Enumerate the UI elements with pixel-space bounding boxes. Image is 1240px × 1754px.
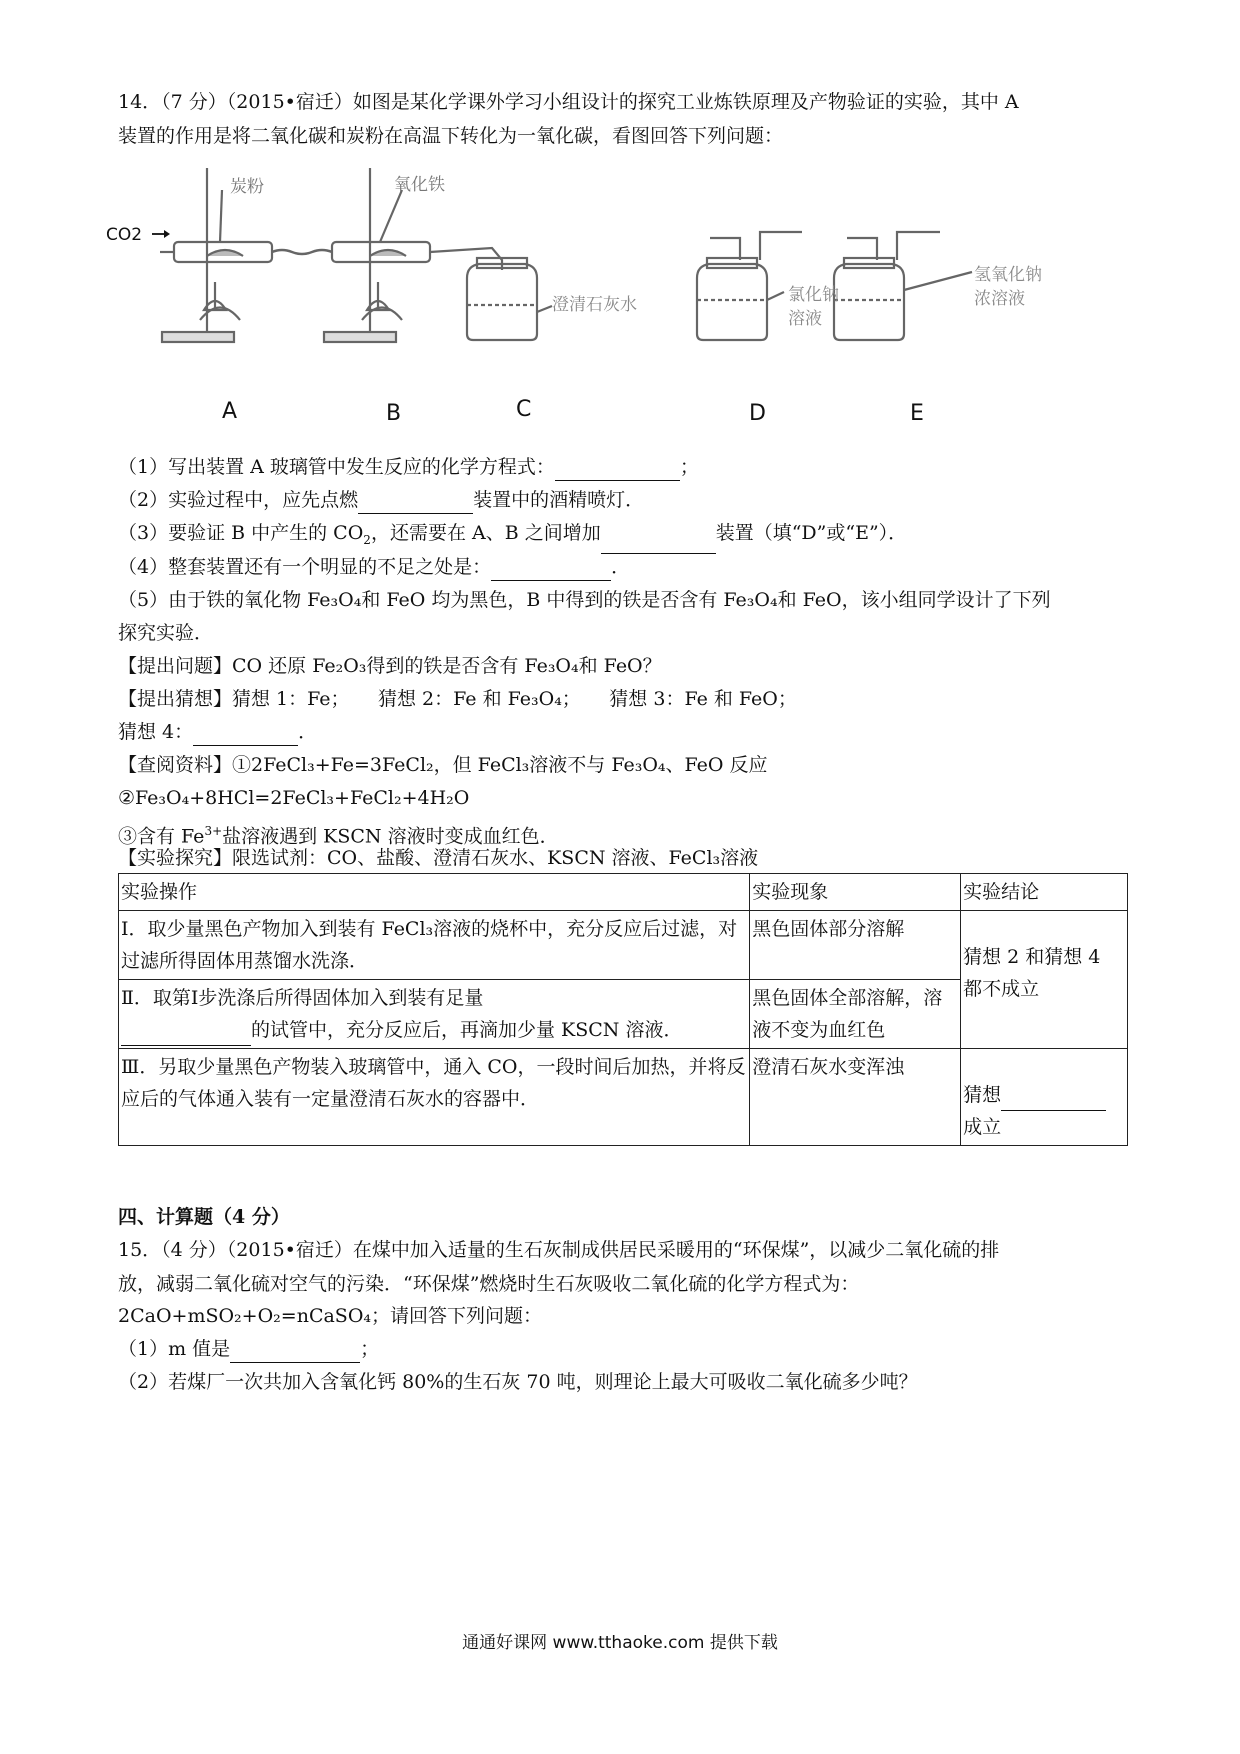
answer-blank-5[interactable] bbox=[193, 725, 298, 746]
table-header-row bbox=[119, 874, 1128, 911]
answer-blank-1[interactable] bbox=[555, 460, 680, 481]
answer-blank-3[interactable] bbox=[601, 533, 716, 554]
q14-sub4: （4）整套装置还有一个明显的不足之处是： ． bbox=[118, 553, 630, 581]
q14-sub3: （3）要验证 B 中产生的 $CO_2$，还需要在 A、B 之间增加 装置（填“D”或“E”）． bbox=[118, 519, 907, 554]
q14-sub5-line2: 探究实验． bbox=[118, 622, 214, 644]
q14-sub5-line1: （5）由于铁的氧化物 Fe₃O₄和 FeO 均为黑色，B 中得到的铁是否含有 Fe₃O₄和 FeO，该小组同学设计了下列 bbox=[118, 589, 1051, 611]
letter-c: C bbox=[516, 397, 532, 422]
row1-operation: Ⅰ．取少量黑色产物加入到装有 FeCl₃溶液的烧杯中，充分反应后过滤，对过滤所得固体用蒸馏水洗涤． bbox=[119, 911, 750, 980]
table-row bbox=[119, 911, 1128, 980]
row12-conclusion: 猜想 2 和猜想 4 都不成立 bbox=[961, 911, 1128, 1049]
answer-blank-8[interactable] bbox=[230, 1342, 360, 1363]
reference-2: ②Fe₃O₄+8HCl=2FeCl₃+FeCl₂+4H₂O bbox=[118, 787, 470, 809]
answer-blank-6[interactable] bbox=[121, 1025, 251, 1046]
hypothesis-4: 猜想 4： ． bbox=[118, 718, 317, 746]
q15-stem-line1: 15．（4 分）（2015•宿迁）在煤中加入适量的生石灰制成供居民采暖用的“环保煤”，以减少二氧化硫的排 bbox=[118, 1239, 1000, 1261]
q14-stem-line1: 14．（7 分）（2015•宿迁）如图是某化学课外学习小组设计的探究工业炼铁原理及产物验证的实验，其中 A bbox=[118, 91, 1019, 113]
letter-d: D bbox=[749, 401, 766, 426]
raise-question: 【提出问题】CO 还原 Fe₂O₃得到的铁是否含有 Fe₃O₄和 FeO？ bbox=[118, 655, 662, 677]
letter-b: B bbox=[386, 401, 402, 426]
answer-blank-7[interactable] bbox=[1001, 1090, 1106, 1111]
header-phenomenon: 实验现象 bbox=[750, 874, 961, 911]
row1-phenomenon: 黑色固体部分溶解 bbox=[750, 911, 961, 980]
answer-blank-4[interactable] bbox=[491, 560, 611, 581]
letter-a: A bbox=[222, 399, 238, 424]
d-solution-label2: 溶液 bbox=[788, 309, 822, 329]
e-solution-label2: 浓溶液 bbox=[974, 289, 1025, 309]
section-4-title: 四、计算题（4 分） bbox=[118, 1206, 290, 1228]
tanfen-label: 炭粉 bbox=[230, 177, 264, 197]
page-footer: 通通好课网 www.tthaoke.com 提供下载 bbox=[462, 1633, 778, 1653]
q15-equation: 2CaO+mSO₂+O₂=nCaSO₄；请回答下列问题： bbox=[118, 1305, 543, 1327]
row2-phenomenon: 黑色固体全部溶解，溶液不变为血红色 bbox=[750, 980, 961, 1049]
reference-3: ③含有 $Fe^{3+}$盐溶液遇到 KSCN 溶液时变成血红色． bbox=[118, 824, 559, 848]
row3-phenomenon: 澄清石灰水变浑浊 bbox=[750, 1049, 961, 1146]
row3-operation: Ⅲ．另取少量黑色产物装入玻璃管中，通入 CO，一段时间后加热，并将反应后的气体通入装有一定量澄清石灰水的容器中． bbox=[119, 1049, 750, 1146]
q14-sub2: （2）实验过程中，应先点燃 装置中的酒精喷灯． bbox=[118, 486, 644, 514]
experiment-reagents: 【实验探究】限选试剂：CO、盐酸、澄清石灰水、KSCN 溶液、FeCl₃溶液 bbox=[118, 847, 759, 869]
hypotheses: 【提出猜想】猜想 1：Fe； 猜想 2：Fe 和 Fe₃O₄； 猜想 3：Fe 和 FeO； bbox=[118, 688, 797, 710]
e-solution-label1: 氢氧化钠 bbox=[974, 265, 1042, 285]
q14-stem-line2: 装置的作用是将二氧化碳和炭粉在高温下转化为一氧化碳，看图回答下列问题： bbox=[118, 125, 784, 147]
yanghuatie-label: 氧化铁 bbox=[394, 175, 445, 195]
apparatus-figure bbox=[106, 160, 1122, 430]
co2-label: CO2 bbox=[106, 225, 143, 245]
answer-blank-2[interactable] bbox=[358, 493, 473, 514]
experiment-table bbox=[118, 873, 1128, 1146]
row2-operation: Ⅱ．取第Ⅰ步洗涤后所得固体加入到装有足量 的试管中，充分反应后，再滴加少量 KSCN 溶液． bbox=[119, 980, 750, 1049]
q15-sub2: （2）若煤厂一次共加入含氧化钙 80%的生石灰 70 吨，则理论上最大可吸收二氧化硫多少吨？ bbox=[118, 1371, 918, 1393]
q15-stem-line2: 放，减弱二氧化硫对空气的污染．“环保煤”燃烧时生石灰吸收二氧化硫的化学方程式为： bbox=[118, 1273, 860, 1295]
table-row bbox=[119, 1049, 1128, 1146]
letter-e: E bbox=[910, 401, 924, 426]
row3-conclusion: 猜想 成立 bbox=[961, 1049, 1128, 1146]
q14-sub1: （1）写出装置 A 玻璃管中发生反应的化学方程式： ； bbox=[118, 453, 699, 481]
header-conclusion: 实验结论 bbox=[961, 874, 1128, 911]
q15-sub1: （1）m 值是 ； bbox=[118, 1335, 379, 1363]
c-solution-label: 澄清石灰水 bbox=[552, 295, 637, 315]
header-operation: 实验操作 bbox=[119, 874, 750, 911]
reference-1: 【查阅资料】①2FeCl₃+Fe=3FeCl₂，但 FeCl₃溶液不与 Fe₃O₄、FeO 反应 bbox=[118, 754, 768, 776]
d-solution-label1: 氯化钠 bbox=[788, 285, 839, 305]
